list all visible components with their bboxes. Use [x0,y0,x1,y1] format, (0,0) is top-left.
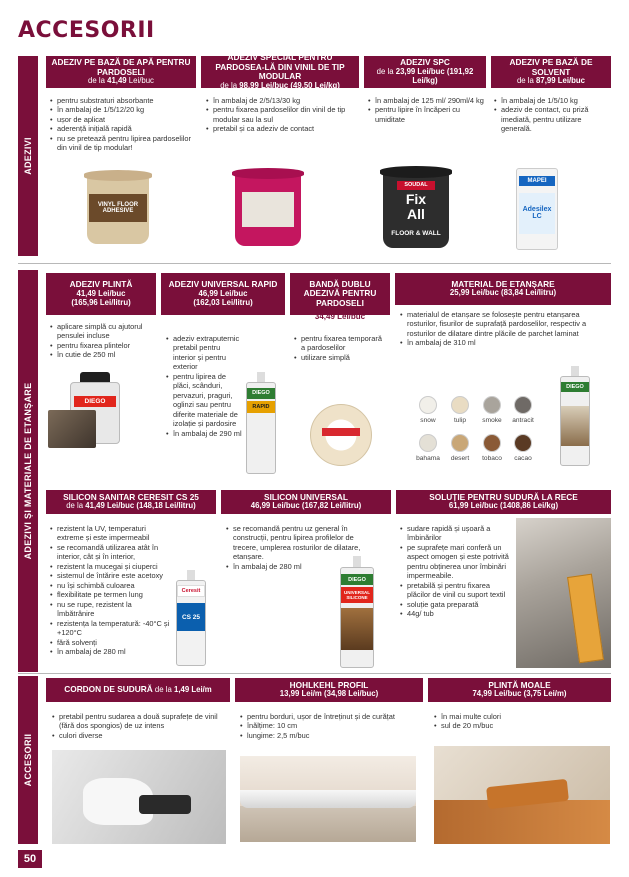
product-label: All [407,205,425,222]
feature-item: • utilizare simplă [294,353,388,362]
product-name: BANDĂ DUBLU ADEZIVĂ PENTRU PARDOSELI [303,278,377,308]
product-price: de la 41,49 Lei/buc (148,18 Lei/litru) [66,501,196,511]
feature-item: • pentru substraturi absorbante [50,96,196,105]
product-header-welding-cord [46,678,230,702]
feature-item: • pretabil și ca adeziv de contact [206,124,356,133]
color-swatch-snow [419,396,437,414]
product-features [368,96,486,124]
color-label: desert [450,455,470,462]
product-name: SILICON SANITAR CERESIT CS 25 [63,491,199,502]
product-label: FLOOR & WALL [391,229,441,237]
feature-item: • sul de 20 m/buc [434,721,604,730]
brand-label: DIEGO [561,382,589,392]
product-header-skirting-adhesive [46,273,156,315]
rapid-adhesive-cartridge-image [246,372,276,474]
product-price: 25,99 Lei/buc (83,84 Lei/litru) [449,288,557,298]
feature-item: • materialul de etanșare se folosește pentru etanșarea rosturilor, fisurilor de suprafață pardoselilor, respectiv a rosturilor de dilatare dintre plăcile de parchet laminat [400,310,608,338]
feature-item: • nu își schimbă culoarea [50,581,170,590]
product-header-soft-skirting [428,678,611,702]
color-swatch-tobaco [483,434,501,452]
product-features [50,524,170,657]
product-price: de la 23,99 Lei/buc (191,92 Lei/kg) [376,66,474,85]
color-swatch-tulip [451,396,469,414]
feature-item: • în ambalaj de 310 ml [400,338,608,347]
product-price: 74,99 Lei/buc (3,75 Lei/m) [472,689,567,699]
brush-application-photo [48,410,96,448]
product-label: CS 25 [177,603,205,632]
section-tab-adezivi [18,56,38,256]
product-features [240,712,420,740]
page-header [0,18,629,48]
product-features [400,310,608,348]
feature-item: • adeziv extraputernic pretabil pentru interior și pentru exterior [166,334,242,372]
brand-label: DIEGO [247,388,275,398]
feature-item: • în ambalaj de 280 ml [50,647,170,656]
ceresit-cartridge-image [176,570,206,666]
section-label: ACCESORII [23,733,33,787]
product-header-spc-adhesive [364,56,486,88]
feature-item: • în cutie de 250 ml [50,350,158,359]
feature-item: • 44g/ tub [400,609,512,618]
feature-item: • în ambalaj de 280 ml [226,562,366,571]
sealant-cartridge-image [560,366,590,466]
product-header-double-tape [290,273,390,315]
feature-item: • pretabil pentru sudarea a două suprafețe de vinil (fără dos spongios) de uz intens [52,712,222,731]
feature-item: • pentru fixarea pardoselilor din vinil de tip modular sau la sul [206,105,356,124]
color-label: cacao [514,455,532,462]
color-swatch-cacao [514,434,532,452]
color-swatch-antracit [514,396,532,414]
color-swatch-desert [451,434,469,452]
product-price: 41,49 Lei/buc [76,288,126,298]
product-label: Adesilex LC [519,193,556,234]
product-features [166,334,242,438]
brand-label: Ceresit [177,585,205,597]
tape-roll-image [310,404,372,466]
mapei-can-image [516,168,558,250]
product-header-hohlkehl-profile [235,678,423,702]
feature-item: • nu se rupe, rezistent la îmbătrânire [50,600,170,619]
section-label: ADEZIVI ȘI MATERIALE DE ETANȘARE [23,382,33,560]
welding-cord-application-photo [52,750,226,844]
water-adhesive-bucket-image [84,170,152,246]
product-features [206,96,356,134]
product-header-cold-welding [396,490,611,514]
product-name: ADEZIV PLINTĂ [69,279,133,290]
product-header-solvent-adhesive [491,56,611,88]
product-name: HOHLKEHL PROFIL [289,679,369,690]
fix-all-bucket-image [380,166,452,250]
feature-item: • în ambalaj de 1/5/12/20 kg [50,105,196,114]
feature-item: • fără solvenți [50,638,170,647]
feature-item: • pentru lipire în încăperi cu umiditate [368,105,486,124]
product-name: ADEZIV PE BAZĂ DE APĂ PENTRU PARDOSELI [51,57,191,77]
product-price: 34,49 Lei/buc [314,312,366,321]
product-name: ADEZIV SPECIAL PENTRU PARDOSEA-LĂ DIN VINIL DE TIP MODULAR [215,52,345,82]
color-label: smoke [482,417,502,424]
welding-tube [567,574,604,664]
product-label: UNIVERSAL SILICONE [341,587,372,603]
product-price: 46,99 Lei/buc (167,82 Lei/litru) [250,501,362,511]
product-header-vinyl-adhesive [201,52,359,90]
feature-item: • în ambalaj de 2/5/13/30 kg [206,96,356,105]
feature-item: • ușor de aplicat [50,115,196,124]
product-name: MATERIAL DE ETANȘARE [451,278,555,289]
price-prefix: de la [152,684,175,694]
product-features [52,712,222,740]
product-price: 13,99 Lei/m (34,98 Lei/buc) [279,689,379,699]
feature-item: • soluție gata preparată [400,600,512,609]
product-name: SOLUȚIE PENTRU SUDURĂ LA RECE [429,491,578,502]
product-features [50,96,196,153]
feature-item: • pentru fixarea plintelor [50,341,158,350]
product-name: ADEZIV SPC [400,57,450,68]
product-price: de la 98,99 Lei/buc (49,50 Lei/kg) [220,80,340,90]
color-label: bahama [416,455,440,462]
universal-silicone-cartridge-image [340,556,374,668]
product-features [400,524,512,619]
product-name: ADEZIV PE BAZĂ DE SOLVENT [509,57,593,77]
product-features [50,322,158,360]
feature-item: • culori diverse [52,731,222,740]
product-header-universal-silicone [221,490,391,514]
color-label: antracit [512,417,534,424]
color-swatch-bahama [419,434,437,452]
feature-item: • aderență inițială rapidă [50,124,196,133]
feature-item: • pentru borduri, ușor de întreținut și de curățat [240,712,420,721]
product-features [294,334,388,362]
feature-item: • se recomandă pentru uz general în construcții, pentru lipirea profilelor de trecere, umplerea rosturilor de dilatare, etanșare. [226,524,366,562]
product-header-water-adhesive [46,56,196,88]
feature-item: • în ambalaj de 125 ml/ 290ml/4 kg [368,96,486,105]
product-price-per-unit: (162,03 Lei/litru) [193,297,253,307]
page-number: 50 [18,850,42,868]
bucket-label [242,192,294,227]
feature-item: • rezistent la UV, temperaturi extreme și este impermeabil [50,524,170,543]
feature-item: • sistemul de întărire este acetoxy [50,571,170,580]
feature-item: • pentru fixarea temporară a pardoselilor [294,334,388,353]
welding-tool [139,795,191,814]
floor-surface [434,800,610,844]
hohlkehl-profile-image [240,756,416,842]
feature-item: • înălțime: 10 cm [240,721,420,730]
feature-item: • se recomandă utilizarea atât în interior, cât și în interior, [50,543,170,562]
product-price: de la 87,99 Lei/buc [516,76,586,86]
section-label: ADEZIVI [23,137,33,175]
brand-label: SOUDAL [397,181,434,189]
feature-item: • în ambalaj de 290 ml [166,429,242,438]
product-label: Fix [405,190,427,207]
brand-label: DIEGO [341,574,372,585]
product-header-ceresit [46,490,216,514]
feature-item: • lungime: 2,5 m/buc [240,731,420,740]
vinyl-adhesive-bucket-image [232,168,304,248]
product-price-per-unit: (165,96 Lei/litru) [71,297,131,307]
product-price: 61,99 Lei/buc (1408,86 Lei/kg) [448,501,559,511]
color-label: snow [420,417,436,424]
feature-item: • pe suprafețe mari conferă un aspect omogen și este potrivită pentru obținerea unor îmbinări impermeabile. [400,543,512,581]
feature-item: • pretabilă și pentru fixarea plăcilor de vinil cu suport textil [400,581,512,600]
feature-item: • rezistent la mucegai și ciuperci [50,562,170,571]
feature-item: • sudare rapidă și ușoară a îmbinărilor [400,524,512,543]
product-features [494,96,610,134]
brand-label: MAPEI [519,176,554,186]
brand-label: DIEGO [74,396,116,406]
feature-item: • în mai multe culori [434,712,604,721]
product-price: de la 41,49 Lei/buc [88,76,154,86]
color-label: tulip [453,417,467,424]
section-tab-accesorii [18,676,38,844]
feature-item: • în ambalaj de 1/5/10 kg [494,96,610,105]
product-name: ADEZIV UNIVERSAL RAPID [168,279,278,290]
feature-item: • aplicare simplă cu ajutorul pensulei incluse [50,322,158,341]
product-label: RAPID [247,401,275,413]
product-price: 46,99 Lei/buc [198,288,248,298]
soft-skirting-photo [434,746,610,844]
section-divider [18,263,611,264]
product-name: SILICON UNIVERSAL [264,491,348,502]
cold-welding-application-photo [516,518,611,668]
feature-item: • nu se pretează pentru lipirea pardoselilor din vinil de tip modular! [50,134,196,153]
page-title: ACCESORII [18,18,155,43]
color-swatch-smoke [483,396,501,414]
feature-item: • adeziv de contact, cu priză imediată, pentru utilizare generală. [494,105,610,133]
color-label: tobaco [482,455,502,462]
feature-item: • pentru lipirea de plăci, scânduri, pervazuri, praguri, oglinzi sau pentru diferite materiale de izolație și pardosire [166,372,242,429]
product-header-rapid-adhesive [161,273,285,315]
feature-item: • flexibilitate pe termen lung [50,590,170,599]
product-name: CORDON DE SUDURĂ [64,684,153,695]
section-divider [18,673,611,674]
product-header-sealant [395,273,611,305]
feature-item: • rezistența la temperatură: -40°C și +120°C [50,619,170,638]
section-tab-adezivi-materiale [18,270,38,672]
product-features [434,712,604,731]
product-price: 1,49 Lei/m [174,684,212,694]
bucket-label: VINYL FLOOR ADHESIVE [89,194,146,221]
product-name: PLINTĂ MOALE [488,679,551,690]
